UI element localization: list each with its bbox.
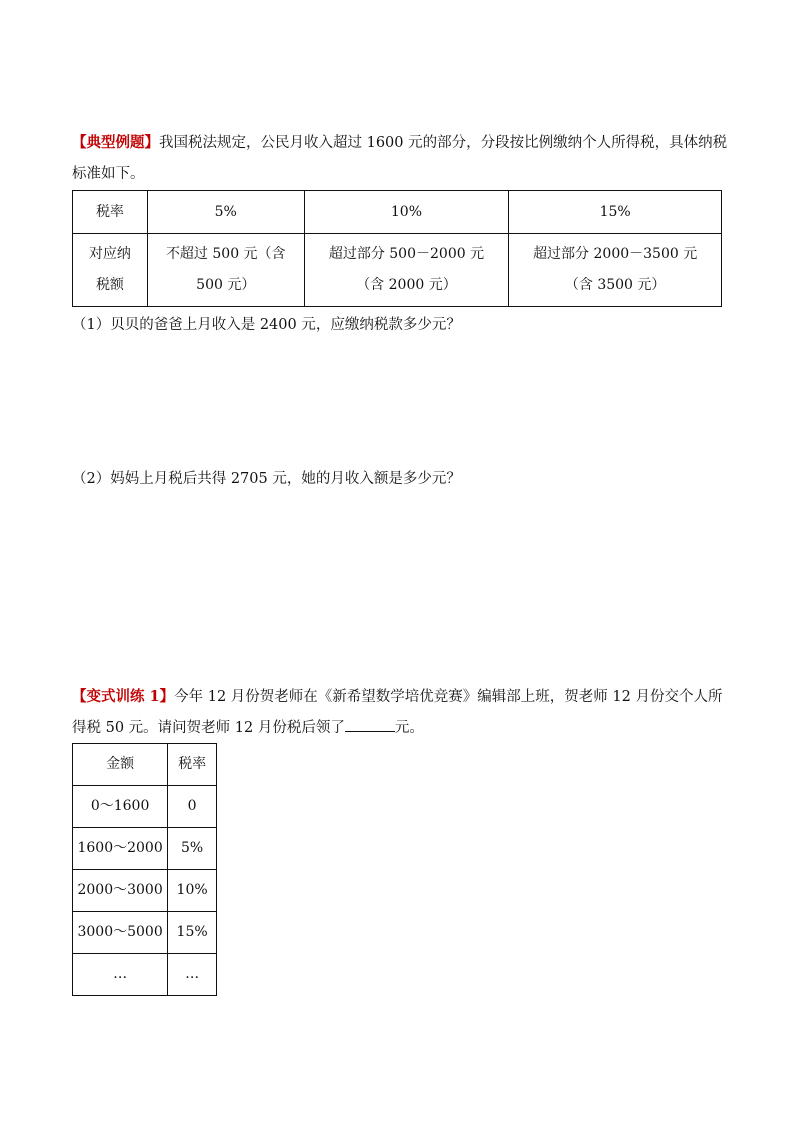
- header-rate: 税率: [168, 744, 217, 786]
- rate-cell: 10%: [168, 870, 217, 912]
- answer-blank[interactable]: [345, 715, 395, 732]
- table-header-row: [73, 744, 217, 786]
- table-row: [73, 191, 722, 234]
- header-line: 税额: [95, 277, 124, 293]
- amount-line: 500 元）: [196, 277, 256, 293]
- header-amount: 金额: [73, 744, 168, 786]
- table-row: [73, 870, 217, 912]
- table-row: [73, 954, 217, 996]
- rate-cell: …: [168, 954, 217, 996]
- amount-cell: [304, 234, 509, 307]
- amount-cell: [147, 234, 304, 307]
- amount-line: （含 3500 元）: [564, 277, 666, 293]
- amount-cell: 2000～3000: [73, 870, 168, 912]
- amount-cell: …: [73, 954, 168, 996]
- rate-cell: 0: [168, 786, 217, 828]
- table-row: [73, 234, 722, 307]
- row-header-rate: 税率: [73, 191, 148, 234]
- exercise-tag: 【变式训练 1】: [72, 688, 175, 705]
- amount-cell: 3000～5000: [73, 912, 168, 954]
- table-row: [73, 912, 217, 954]
- amount-line: 超过部分 2000－3500 元: [533, 246, 698, 262]
- rate-cell: 15%: [509, 191, 722, 234]
- table-row: [73, 828, 217, 870]
- amount-line: 不超过 500 元（含: [165, 246, 286, 262]
- exercise-text: 今年 12 月份贺老师在《新希望数学培优竞赛》编辑部上班，贺老师 12 月份交个人所得税 50 元。请问贺老师 12 月份税后领了: [72, 689, 723, 736]
- amount-cell: 1600～2000: [73, 828, 168, 870]
- row-header-amount: [73, 234, 148, 307]
- example-text: 我国税法规定，公民月收入超过 1600 元的部分，分段按比例缴纳个人所得税，具体纳税标准如下。: [72, 135, 728, 182]
- rate-cell: 15%: [168, 912, 217, 954]
- rate-cell: 10%: [304, 191, 509, 234]
- header-line: 对应纳: [88, 246, 131, 262]
- rate-cell: 5%: [147, 191, 304, 234]
- exercise-text-end: 元。: [394, 720, 424, 736]
- example-problem: [72, 127, 732, 190]
- amount-cell: 0～1600: [73, 786, 168, 828]
- tax-rate-table: [72, 190, 722, 307]
- income-tax-table: [72, 743, 217, 996]
- exercise-problem: [72, 681, 732, 744]
- rate-cell: 5%: [168, 828, 217, 870]
- amount-line: 超过部分 500－2000 元: [328, 246, 485, 262]
- amount-line: （含 2000 元）: [356, 277, 457, 293]
- question-2: （2）妈妈上月税后共得 2705 元，她的月收入额是多少元？: [72, 471, 461, 487]
- example-tag: 【典型例题】: [72, 134, 159, 151]
- amount-cell: [509, 234, 722, 307]
- table-row: [73, 786, 217, 828]
- question-1: （1）贝贝的爸爸上月收入是 2400 元，应缴纳税款多少元？: [72, 317, 461, 333]
